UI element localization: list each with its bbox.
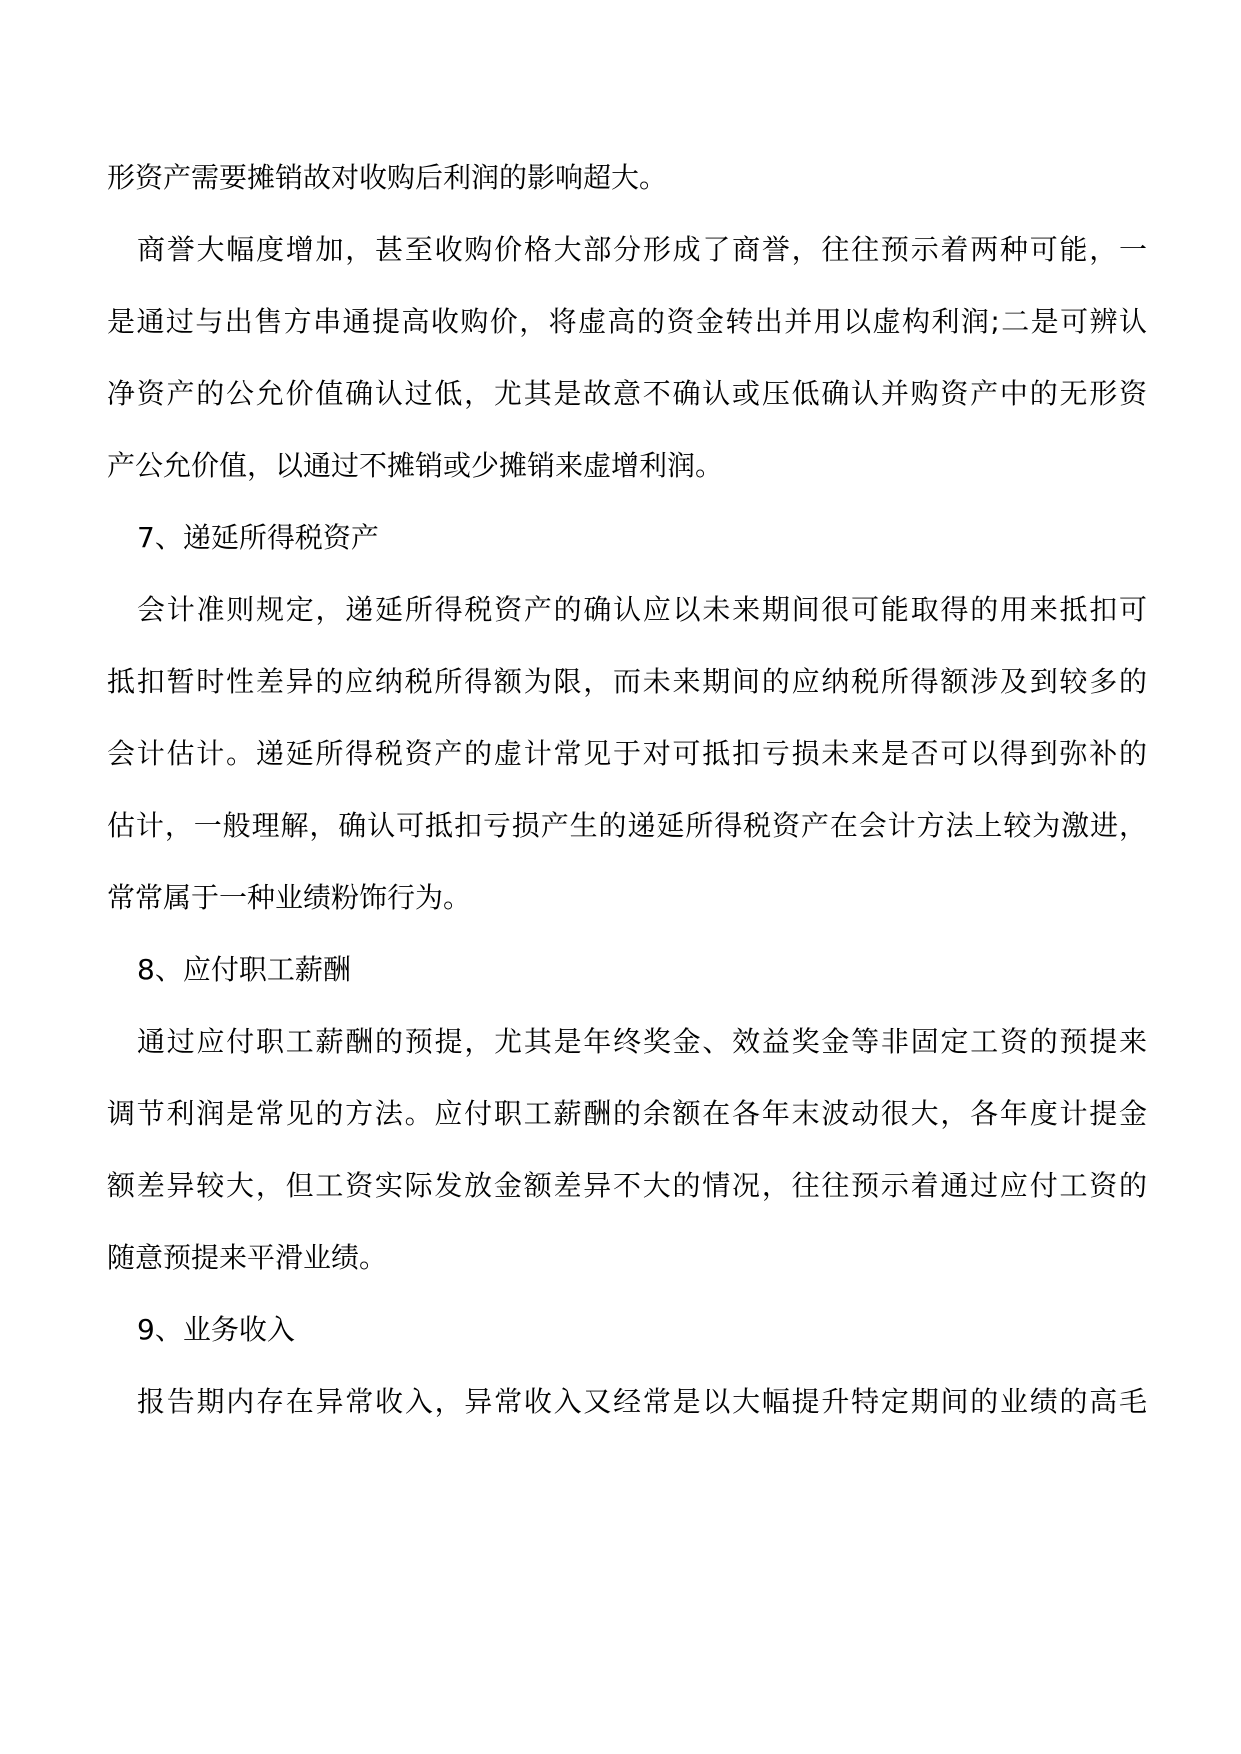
paragraph-line: 商誉大幅度增加，甚至收购价格大部分形成了商誉，往往预示着两种可能，一 (137, 233, 1147, 266)
paragraph-line: 随意预提来平滑业绩。 (107, 1241, 388, 1274)
paragraph-line: 报告期内存在异常收入，异常收入又经常是以大幅提升特定期间的业绩的高毛 (137, 1385, 1147, 1418)
paragraph-line: 额差异较大，但工资实际发放金额差异不大的情况，往往预示着通过应付工资的 (107, 1169, 1147, 1202)
paragraph-line: 形资产需要摊销故对收购后利润的影响超大。 (107, 161, 668, 194)
paragraph-line: 调节利润是常见的方法。应付职工薪酬的余额在各年末波动很大，各年度计提金 (107, 1097, 1147, 1130)
paragraph-line: 估计，一般理解，确认可抵扣亏损产生的递延所得税资产在会计方法上较为激进， (107, 809, 1147, 842)
paragraph-line: 常常属于一种业绩粉饰行为。 (107, 881, 472, 914)
paragraph-line: 抵扣暂时性差异的应纳税所得额为限，而未来期间的应纳税所得额涉及到较多的 (107, 665, 1147, 698)
paragraph-line: 通过应付职工薪酬的预提，尤其是年终奖金、效益奖金等非固定工资的预提来 (137, 1025, 1147, 1058)
paragraph-line: 会计估计。递延所得税资产的虚计常见于对可抵扣亏损未来是否可以得到弥补的 (107, 737, 1147, 770)
paragraph-line: 是通过与出售方串通提高收购价，将虚高的资金转出并用以虚构利润;二是可辨认 (107, 305, 1147, 338)
section-heading: 8、应付职工薪酬 (137, 953, 351, 986)
section-heading: 7、递延所得税资产 (137, 521, 379, 554)
paragraph-line: 会计准则规定，递延所得税资产的确认应以未来期间很可能取得的用来抵扣可 (137, 593, 1147, 626)
paragraph-line: 产公允价值，以通过不摊销或少摊销来虚增利润。 (107, 449, 724, 482)
section-heading: 9、业务收入 (137, 1313, 295, 1346)
paragraph-line: 净资产的公允价值确认过低，尤其是故意不确认或压低确认并购资产中的无形资 (107, 377, 1147, 410)
